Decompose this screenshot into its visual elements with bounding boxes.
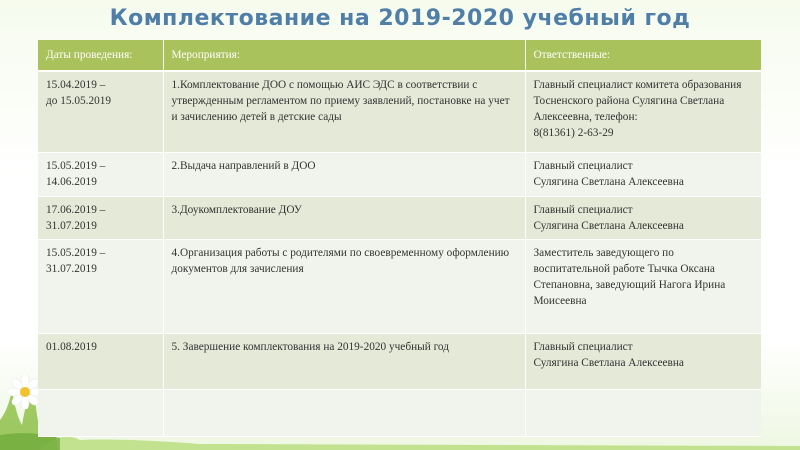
cell-date	[38, 390, 163, 437]
table-row	[38, 71, 761, 153]
cell-responsible	[525, 390, 761, 437]
table-row	[38, 196, 761, 240]
cell-responsible: Главный специалист Сулягина Светлана Алексеевна	[525, 196, 761, 240]
cell-responsible: Заместитель заведующего по воспитательной работе Тычка Оксана Степановна, заведующий Нагога Ирина Моисеевна	[525, 240, 761, 334]
header-events: Мероприятия:	[163, 40, 525, 71]
daisy-flower-icon	[8, 375, 42, 409]
table-row	[38, 153, 761, 197]
cell-date: 15.05.2019 – 31.07.2019	[38, 240, 163, 334]
cell-event: 5. Завершение комплектования на 2019-2020 учебный год	[163, 333, 525, 389]
header-dates: Даты проведения:	[38, 40, 163, 71]
cell-responsible: Главный специалист Сулягина Светлана Алексеевна	[525, 333, 761, 389]
header-responsible: Ответственные:	[525, 40, 761, 71]
cell-responsible: Главный специалист комитета образования Тосненского района Сулягина Светлана Алексеевна, телефон: 8(81361) 2-63-29	[525, 71, 761, 153]
cell-date: 15.05.2019 – 14.06.2019	[38, 153, 163, 197]
cell-event: 4.Организация работы с родителями по своевременному оформлению документов для зачисления	[163, 240, 525, 334]
cell-event: 3.Доукомплектование ДОУ	[163, 196, 525, 240]
cell-event: 1.Комплектование ДОО с помощью АИС ЭДС в соответствии с утвержденным регламентом по приему заявлений, постановке на учет и зачислению детей в детские сады	[163, 71, 525, 153]
cell-date: 17.06.2019 – 31.07.2019	[38, 196, 163, 240]
table-row	[38, 333, 761, 389]
cell-date: 15.04.2019 – до 15.05.2019	[38, 71, 163, 153]
cell-responsible: Главный специалист Сулягина Светлана Алексеевна	[525, 153, 761, 197]
table-header-row	[38, 40, 761, 71]
schedule-table	[38, 40, 761, 437]
cell-date: 01.08.2019	[38, 333, 163, 389]
cell-event	[163, 390, 525, 437]
table-row	[38, 390, 761, 437]
cell-event: 2.Выдача направлений в ДОО	[163, 153, 525, 197]
table-row	[38, 240, 761, 334]
slide-title: Комплектование на 2019-2020 учебный год	[109, 6, 691, 31]
